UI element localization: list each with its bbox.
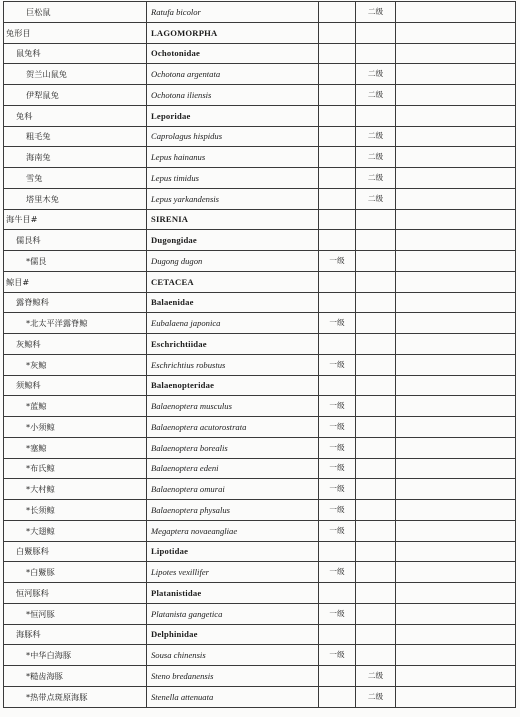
level-one-cell: [319, 64, 356, 85]
note-cell: [396, 105, 516, 126]
scientific-name-cell: Balaenidae: [147, 292, 319, 313]
chinese-name-cell: 鼠兔科: [4, 43, 147, 64]
scientific-name-cell: Ochotona argentata: [147, 64, 319, 85]
scientific-name-cell: Steno bredanensis: [147, 666, 319, 687]
note-cell: [396, 43, 516, 64]
level-two-cell: 二级: [356, 188, 396, 209]
species-row: [4, 313, 516, 334]
scientific-name-cell: Balaenoptera physalus: [147, 500, 319, 521]
level-two-cell: 二级: [356, 147, 396, 168]
level-two-cell: 二级: [356, 168, 396, 189]
level-two-cell: [356, 396, 396, 417]
species-row: [4, 562, 516, 583]
species-row: [4, 666, 516, 687]
level-two-cell: 二级: [356, 666, 396, 687]
scientific-name-cell: Megaptera novaeangliae: [147, 520, 319, 541]
scientific-name-cell: Balaenopteridae: [147, 375, 319, 396]
species-row: [4, 147, 516, 168]
family-row: [4, 583, 516, 604]
level-one-cell: 一级: [319, 354, 356, 375]
scientific-name-cell: Ochotonidae: [147, 43, 319, 64]
scientific-name-cell: LAGOMORPHA: [147, 22, 319, 43]
level-one-cell: 一级: [319, 313, 356, 334]
level-two-cell: [356, 230, 396, 251]
level-one-cell: 一级: [319, 562, 356, 583]
level-one-cell: 一级: [319, 437, 356, 458]
scientific-name-cell: Eschrichtius robustus: [147, 354, 319, 375]
species-row: [4, 251, 516, 272]
chinese-name-cell: *中华白海豚: [4, 645, 147, 666]
level-two-cell: [356, 417, 396, 438]
level-two-cell: [356, 105, 396, 126]
species-row: [4, 85, 516, 106]
level-two-cell: [356, 22, 396, 43]
note-cell: [396, 230, 516, 251]
scientific-name-cell: Platanistidae: [147, 583, 319, 604]
family-row: [4, 230, 516, 251]
level-one-cell: [319, 666, 356, 687]
level-one-cell: [319, 686, 356, 707]
note-cell: [396, 271, 516, 292]
chinese-name-cell: 须鲸科: [4, 375, 147, 396]
chinese-name-cell: *热带点斑原海豚: [4, 686, 147, 707]
level-one-cell: 一级: [319, 251, 356, 272]
note-cell: [396, 520, 516, 541]
level-two-cell: [356, 354, 396, 375]
chinese-name-cell: 儒艮科: [4, 230, 147, 251]
level-two-cell: [356, 437, 396, 458]
level-two-cell: [356, 334, 396, 355]
note-cell: [396, 479, 516, 500]
scientific-name-cell: Lepus timidus: [147, 168, 319, 189]
note-cell: [396, 500, 516, 521]
chinese-name-cell: 雪兔: [4, 168, 147, 189]
note-cell: [396, 292, 516, 313]
family-row: [4, 43, 516, 64]
species-row: [4, 354, 516, 375]
species-row: [4, 396, 516, 417]
chinese-name-cell: 鲸目#: [4, 271, 147, 292]
level-one-cell: [319, 126, 356, 147]
note-cell: [396, 417, 516, 438]
species-row: [4, 168, 516, 189]
level-one-cell: 一级: [319, 417, 356, 438]
species-row: [4, 500, 516, 521]
order-row: [4, 22, 516, 43]
note-cell: [396, 686, 516, 707]
family-row: [4, 541, 516, 562]
level-one-cell: [319, 541, 356, 562]
level-two-cell: [356, 375, 396, 396]
level-one-cell: 一级: [319, 603, 356, 624]
level-two-cell: 二级: [356, 85, 396, 106]
level-two-cell: [356, 43, 396, 64]
level-one-cell: 一级: [319, 396, 356, 417]
note-cell: [396, 375, 516, 396]
species-row: [4, 64, 516, 85]
chinese-name-cell: 塔里木兔: [4, 188, 147, 209]
order-row: [4, 271, 516, 292]
level-one-cell: [319, 334, 356, 355]
note-cell: [396, 2, 516, 23]
level-one-cell: 一级: [319, 500, 356, 521]
note-cell: [396, 168, 516, 189]
scientific-name-cell: Lipotidae: [147, 541, 319, 562]
scientific-name-cell: Dugong dugon: [147, 251, 319, 272]
species-row: [4, 417, 516, 438]
level-two-cell: [356, 500, 396, 521]
note-cell: [396, 396, 516, 417]
note-cell: [396, 251, 516, 272]
level-two-cell: [356, 479, 396, 500]
level-two-cell: 二级: [356, 2, 396, 23]
level-two-cell: 二级: [356, 686, 396, 707]
level-one-cell: [319, 292, 356, 313]
level-one-cell: [319, 624, 356, 645]
species-row: [4, 686, 516, 707]
scientific-name-cell: Sousa chinensis: [147, 645, 319, 666]
note-cell: [396, 64, 516, 85]
chinese-name-cell: *儒艮: [4, 251, 147, 272]
note-cell: [396, 645, 516, 666]
level-two-cell: [356, 603, 396, 624]
level-one-cell: [319, 22, 356, 43]
level-one-cell: [319, 43, 356, 64]
scientific-name-cell: Caprolagus hispidus: [147, 126, 319, 147]
chinese-name-cell: 露脊鲸科: [4, 292, 147, 313]
scientific-name-cell: Lepus yarkandensis: [147, 188, 319, 209]
species-row: [4, 458, 516, 479]
note-cell: [396, 147, 516, 168]
note-cell: [396, 209, 516, 230]
chinese-name-cell: *布氏鲸: [4, 458, 147, 479]
level-one-cell: [319, 583, 356, 604]
scientific-name-cell: Platanista gangetica: [147, 603, 319, 624]
species-row: [4, 479, 516, 500]
scientific-name-cell: Dugongidae: [147, 230, 319, 251]
level-one-cell: [319, 375, 356, 396]
note-cell: [396, 126, 516, 147]
scientific-name-cell: Ochotona iliensis: [147, 85, 319, 106]
note-cell: [396, 354, 516, 375]
family-row: [4, 624, 516, 645]
level-two-cell: [356, 458, 396, 479]
species-row: [4, 603, 516, 624]
level-one-cell: [319, 230, 356, 251]
chinese-name-cell: *小须鲸: [4, 417, 147, 438]
level-one-cell: [319, 168, 356, 189]
scientific-name-cell: Stenella attenuata: [147, 686, 319, 707]
species-row: [4, 645, 516, 666]
chinese-name-cell: *长须鲸: [4, 500, 147, 521]
chinese-name-cell: 恒河豚科: [4, 583, 147, 604]
note-cell: [396, 188, 516, 209]
chinese-name-cell: 灰鲸科: [4, 334, 147, 355]
chinese-name-cell: *糙齿海豚: [4, 666, 147, 687]
level-two-cell: 二级: [356, 64, 396, 85]
scientific-name-cell: Balaenoptera edeni: [147, 458, 319, 479]
level-one-cell: [319, 209, 356, 230]
note-cell: [396, 562, 516, 583]
level-two-cell: [356, 541, 396, 562]
scientific-name-cell: Balaenoptera acutorostrata: [147, 417, 319, 438]
chinese-name-cell: *恒河豚: [4, 603, 147, 624]
chinese-name-cell: *大村鲸: [4, 479, 147, 500]
note-cell: [396, 583, 516, 604]
species-row: [4, 2, 516, 23]
chinese-name-cell: *白鱀豚: [4, 562, 147, 583]
level-one-cell: 一级: [319, 479, 356, 500]
level-one-cell: [319, 188, 356, 209]
table-body: [4, 2, 516, 708]
level-one-cell: 一级: [319, 645, 356, 666]
level-one-cell: [319, 2, 356, 23]
chinese-name-cell: *北太平洋露脊鲸: [4, 313, 147, 334]
family-row: [4, 105, 516, 126]
chinese-name-cell: *蓝鲸: [4, 396, 147, 417]
species-row: [4, 437, 516, 458]
scientific-name-cell: Balaenoptera musculus: [147, 396, 319, 417]
order-row: [4, 209, 516, 230]
note-cell: [396, 85, 516, 106]
chinese-name-cell: 海南兔: [4, 147, 147, 168]
scientific-name-cell: Ratufa bicolor: [147, 2, 319, 23]
level-two-cell: [356, 271, 396, 292]
scientific-name-cell: Balaenoptera borealis: [147, 437, 319, 458]
level-one-cell: [319, 271, 356, 292]
scientific-name-cell: Eschrichtiidae: [147, 334, 319, 355]
family-row: [4, 334, 516, 355]
level-two-cell: 二级: [356, 126, 396, 147]
scientific-name-cell: Balaenoptera omurai: [147, 479, 319, 500]
species-row: [4, 188, 516, 209]
family-row: [4, 375, 516, 396]
chinese-name-cell: 兔形目: [4, 22, 147, 43]
scientific-name-cell: Delphinidae: [147, 624, 319, 645]
level-one-cell: [319, 85, 356, 106]
chinese-name-cell: *灰鲸: [4, 354, 147, 375]
note-cell: [396, 22, 516, 43]
level-two-cell: [356, 645, 396, 666]
scientific-name-cell: SIRENIA: [147, 209, 319, 230]
chinese-name-cell: 兔科: [4, 105, 147, 126]
chinese-name-cell: *大翅鲸: [4, 520, 147, 541]
level-two-cell: [356, 520, 396, 541]
chinese-name-cell: 海豚科: [4, 624, 147, 645]
chinese-name-cell: 粗毛兔: [4, 126, 147, 147]
family-row: [4, 292, 516, 313]
note-cell: [396, 666, 516, 687]
note-cell: [396, 541, 516, 562]
level-two-cell: [356, 583, 396, 604]
protected-species-table: [3, 1, 516, 708]
level-two-cell: [356, 251, 396, 272]
chinese-name-cell: 白鱀豚科: [4, 541, 147, 562]
note-cell: [396, 437, 516, 458]
level-one-cell: [319, 105, 356, 126]
level-two-cell: [356, 313, 396, 334]
note-cell: [396, 603, 516, 624]
level-two-cell: [356, 562, 396, 583]
chinese-name-cell: *塞鲸: [4, 437, 147, 458]
note-cell: [396, 334, 516, 355]
note-cell: [396, 313, 516, 334]
level-one-cell: 一级: [319, 520, 356, 541]
level-two-cell: [356, 292, 396, 313]
chinese-name-cell: 贺兰山鼠兔: [4, 64, 147, 85]
species-row: [4, 520, 516, 541]
scientific-name-cell: Lepus hainanus: [147, 147, 319, 168]
species-row: [4, 126, 516, 147]
scientific-name-cell: CETACEA: [147, 271, 319, 292]
scientific-name-cell: Eubalaena japonica: [147, 313, 319, 334]
scientific-name-cell: Lipotes vexillifer: [147, 562, 319, 583]
chinese-name-cell: 海牛目#: [4, 209, 147, 230]
note-cell: [396, 624, 516, 645]
level-one-cell: 一级: [319, 458, 356, 479]
note-cell: [396, 458, 516, 479]
level-two-cell: [356, 209, 396, 230]
scientific-name-cell: Leporidae: [147, 105, 319, 126]
level-two-cell: [356, 624, 396, 645]
chinese-name-cell: 伊犁鼠兔: [4, 85, 147, 106]
chinese-name-cell: 巨松鼠: [4, 2, 147, 23]
level-one-cell: [319, 147, 356, 168]
